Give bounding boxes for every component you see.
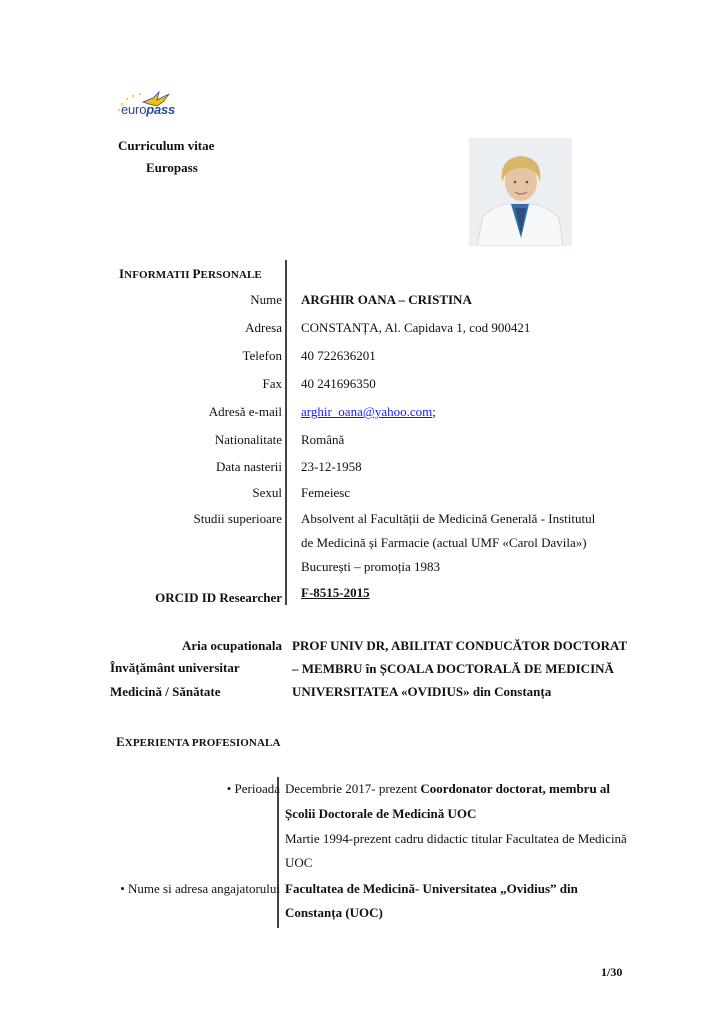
profile-photo [469,138,572,246]
occupation-line-2: – MEMBRU în ȘCOALA DOCTORALĂ DE MEDICINĂ [292,661,614,676]
fax-value: 40 241696350 [301,376,376,391]
email-field [301,404,436,420]
occupational-sublabel-2: Medicină / Sănătate [110,684,221,699]
period-label: • Perioada [226,781,280,796]
period-line-1 [285,781,610,797]
section-divider-line [285,260,287,605]
experience-heading: EXPERIENTA PROFESIONALA [116,734,281,749]
period-line-3: Martie 1994-prezent cadru didactic titular Facultatea de Medicină [285,831,627,846]
nationality-label: Nationalitate [214,432,282,447]
employer-label: • Nume si adresa angajatorului [120,881,280,896]
period-line-2: Școlii Doctorale de Medicină UOC [285,806,477,821]
period-line-4: UOC [285,855,313,870]
sex-label: Sexul [252,485,282,500]
orcid-label: ORCID ID Researcher [155,590,282,605]
email-suffix: ; [432,404,436,419]
experience-divider-line [277,777,279,928]
personal-info-heading: INFORMATII PERSONALE [119,266,262,281]
period-dates: Decembrie 2017- prezent [285,781,421,796]
cv-title: Curriculum vitae [118,138,215,153]
fax-label: Fax [262,376,282,391]
education-line-1: Absolvent al Facultății de Medicină Generală - Institutul [301,511,596,526]
phone-value: 40 722636201 [301,348,376,363]
birthdate-label: Data nasterii [215,459,282,474]
occupation-line-1: PROF UNIV DR, ABILITAT CONDUCĂTOR DOCTORAT [292,638,628,653]
name-label: Nume [250,292,282,307]
nationality-value: Română [301,432,345,447]
email-label: Adresă e-mail [208,404,282,419]
employer-line-2: Constanța (UOC) [285,905,383,920]
occupation-line-3: UNIVERSITATEA «OVIDIUS» din Constanța [292,684,552,699]
address-value: CONSTANȚA, Al. Capidava 1, cod 900421 [301,320,531,335]
education-line-2: de Medicină și Farmacie (actual UMF «Carol Davila») [301,535,587,550]
birthdate-value: 23-12-1958 [301,459,362,474]
sex-value: Femeiesc [301,485,351,500]
name-value: ARGHIR OANA – CRISTINA [301,292,472,307]
europass-logo [113,88,203,122]
phone-label: Telefon [242,348,282,363]
occupational-area-label: Aria ocupationala [181,638,282,653]
education-label: Studii superioare [193,511,282,526]
address-label: Adresa [245,320,282,335]
cv-subtitle: Europass [146,160,198,175]
period-role: Coordonator doctorat, membru al [420,781,611,796]
email-link[interactable]: arghir_oana@yahoo.com [301,404,433,419]
page-indicator: 1/30 [601,965,623,979]
occupational-sublabel-1: Învățământ universitar [110,660,240,675]
orcid-value: F-8515-2015 [301,585,370,600]
europass-wordmark: europass [121,102,176,117]
education-line-3: București – promoția 1983 [301,559,441,574]
employer-line-1: Facultatea de Medicină- Universitatea „Ovidius” din [285,881,578,896]
